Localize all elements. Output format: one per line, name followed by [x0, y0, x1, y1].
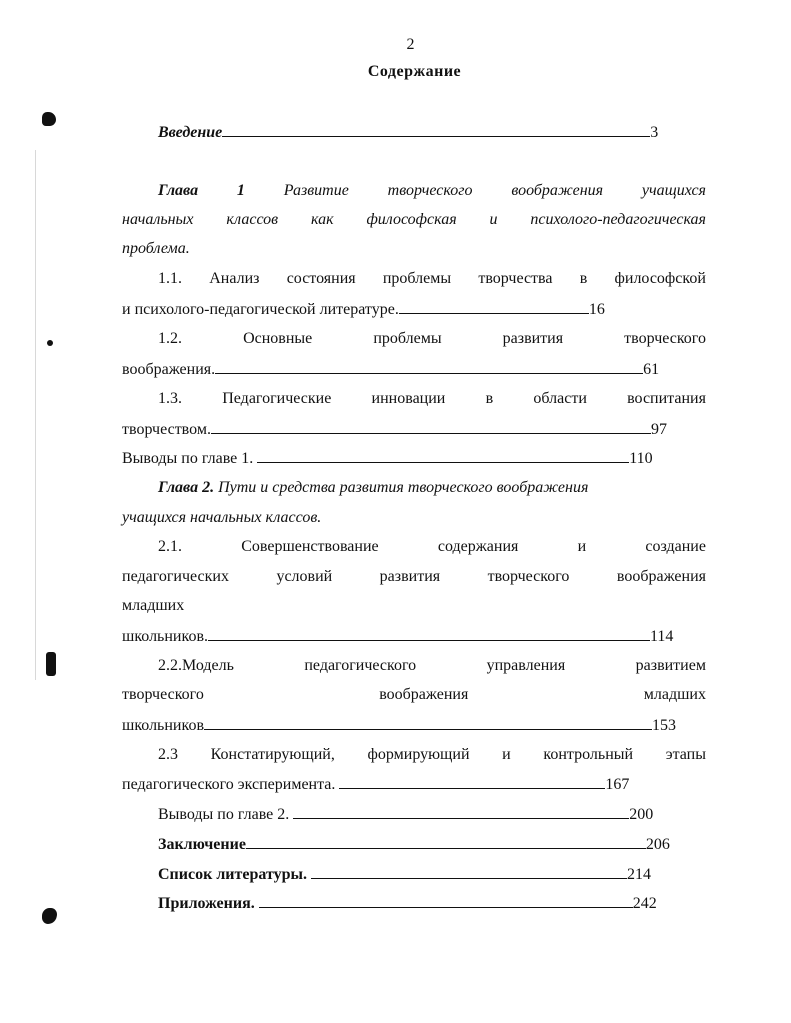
- scan-margin-line: [35, 150, 36, 680]
- toc-appendices-page: 242: [632, 895, 657, 912]
- toc-ch2-conclusions: Выводы по главе 2. 200: [158, 806, 654, 823]
- toc-s12-line2: воображения. 61: [122, 361, 660, 378]
- toc-s13-line2: творчеством. 97: [122, 421, 667, 438]
- page-number: 2: [406, 36, 415, 53]
- toc-ch1-conclusions-page: 110: [629, 450, 653, 467]
- page-title: Содержание: [367, 63, 462, 80]
- toc-ch2-title-line1: Глава 2. Пути и средства развития творческого воображения: [158, 479, 589, 496]
- toc-ch2-conclusions-page: 200: [629, 806, 654, 823]
- toc-references-page: 214: [627, 866, 651, 883]
- toc-s11-line1: 1.1. Анализ состояния проблемы творчества в философской: [158, 270, 706, 287]
- toc-s21-line2: педагогических условий развития творческого воображения: [122, 568, 706, 585]
- toc-ch2-title-line2: учащихся начальных классов.: [122, 509, 322, 526]
- toc-s23-line2: педагогического эксперимента. 167: [122, 776, 630, 793]
- toc-s21-line4: школьников. 114: [122, 628, 674, 645]
- toc-s11-line2: и психолого-педагогической литературе. 16: [122, 301, 605, 318]
- toc-ch1-title-line1: Глава 1 Развитие творческого воображения учащихся: [158, 182, 706, 199]
- toc-intro: [158, 122, 678, 143]
- toc-ch1-title-line3: проблема.: [122, 240, 190, 257]
- toc-s21-line3: младших: [122, 597, 185, 614]
- toc-references: Список литературы. 214: [158, 866, 651, 883]
- toc-s11-page: 16: [588, 301, 605, 318]
- toc-intro-label: Введение: [158, 124, 223, 141]
- toc-s22-line3: школьников 153: [122, 717, 676, 734]
- toc-s23-page: 167: [605, 776, 630, 793]
- scan-blot-3: [46, 652, 56, 676]
- toc-s23-line1: 2.3 Констатирующий, формирующий и контрольный этапы: [158, 746, 706, 763]
- toc-s21-line1: 2.1. Совершенствование содержания и создание: [158, 538, 706, 555]
- scan-blot-2: [47, 340, 53, 346]
- toc-s22-line1: 2.2.Модель педагогического управления развитием: [158, 657, 706, 674]
- toc-s12-line1: 1.2. Основные проблемы развития творческого: [158, 330, 706, 347]
- toc-appendices: Приложения. 242: [158, 895, 657, 912]
- toc-conclusion: Заключение 206: [158, 836, 670, 853]
- toc-ch1-conclusions: Выводы по главе 1. 110: [122, 450, 653, 467]
- toc-s22-page: 153: [652, 717, 676, 734]
- toc-s13-line1: 1.3. Педагогические инновации в области воспитания: [158, 390, 706, 407]
- toc-s13-page: 97: [650, 421, 667, 438]
- toc-conclusion-page: 206: [645, 836, 670, 853]
- scan-blot-4: [42, 908, 57, 924]
- toc-s12-page: 61: [643, 361, 660, 378]
- toc-s22-line2: творческого воображения младших: [122, 686, 706, 703]
- toc-s21-page: 114: [650, 628, 674, 645]
- scan-blot-1: [42, 112, 56, 126]
- toc-ch1-title-line2: начальных классов как философская и психолого-педагогическая: [122, 211, 706, 228]
- toc-intro-page: 3: [650, 124, 659, 141]
